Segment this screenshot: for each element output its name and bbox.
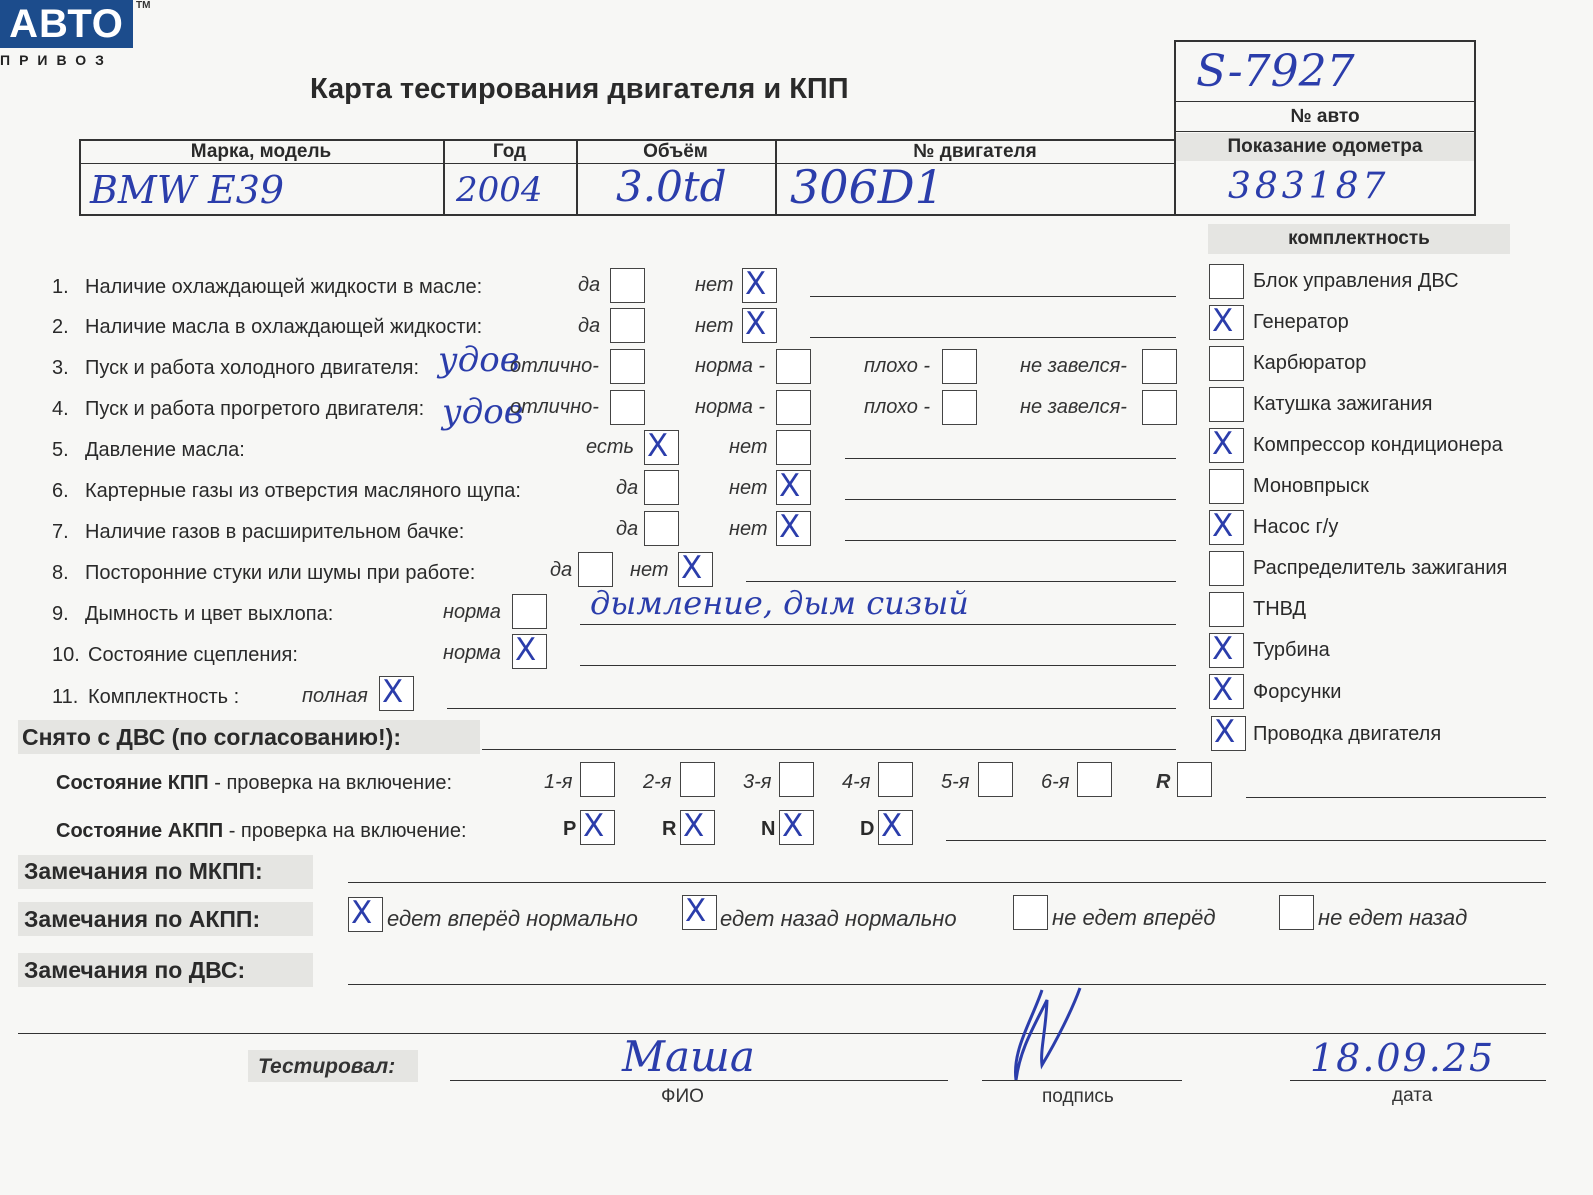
check-mark: X bbox=[745, 306, 767, 342]
q10-number: 10. bbox=[52, 644, 80, 666]
akpp-forward-ok-checkbox[interactable] bbox=[348, 897, 383, 932]
q5-no-checkbox[interactable] bbox=[776, 430, 811, 465]
comp-checkbox-12[interactable] bbox=[1211, 716, 1246, 751]
check-mark: X bbox=[681, 550, 703, 586]
q8-no-checkbox[interactable] bbox=[678, 552, 713, 587]
kpp-label-bold: Состояние КПП bbox=[56, 772, 209, 794]
q5-yes-label: есть bbox=[586, 436, 635, 458]
comp-item-carburetor: Карбюратор bbox=[1253, 352, 1367, 374]
akpp-label-bold: Состояние АКПП bbox=[56, 820, 224, 842]
q6-label: Картерные газы из отверстия масляного щупа: bbox=[85, 480, 521, 502]
check-mark: X bbox=[382, 674, 404, 710]
check-mark: X bbox=[685, 893, 707, 929]
q3-bad-checkbox[interactable] bbox=[942, 349, 977, 384]
check-mark: X bbox=[745, 266, 767, 302]
q9-number: 9. bbox=[52, 603, 69, 625]
q4-opt-not-started: не завелся- bbox=[1020, 396, 1127, 418]
comp-checkbox-5[interactable] bbox=[1209, 428, 1244, 463]
q5-yes-checkbox[interactable] bbox=[644, 430, 679, 465]
q11-full-label: полная bbox=[302, 685, 368, 707]
comp-item-distributor: Распределитель зажигания bbox=[1253, 557, 1508, 579]
check-mark: X bbox=[1212, 631, 1234, 667]
q4-opt-normal: норма - bbox=[695, 396, 766, 418]
year-value: 2004 bbox=[456, 170, 543, 210]
col-volume: Объём bbox=[643, 141, 708, 162]
q6-number: 6. bbox=[52, 480, 69, 502]
q2-number: 2. bbox=[52, 316, 69, 338]
akpp-mode-n: N bbox=[761, 818, 776, 840]
fio-caption: ФИО bbox=[661, 1086, 704, 1107]
kpp-gear-6-checkbox[interactable] bbox=[1077, 762, 1112, 797]
q6-no-checkbox[interactable] bbox=[776, 470, 811, 505]
col-year: Год bbox=[492, 141, 527, 162]
q8-no-label: нет bbox=[630, 559, 669, 581]
comp-item-injectors: Форсунки bbox=[1253, 681, 1342, 703]
check-mark: X bbox=[1214, 714, 1236, 750]
q2-no-label: нет bbox=[695, 315, 734, 337]
q9-norm-label: норма bbox=[443, 601, 501, 623]
q8-number: 8. bbox=[52, 562, 69, 584]
q8-label: Посторонние стуки или шумы при работе: bbox=[85, 562, 476, 584]
kpp-gear-5: 5-я bbox=[941, 771, 970, 793]
check-mark: X bbox=[1212, 508, 1234, 544]
logo-tm: TM bbox=[136, 0, 151, 11]
comp-item-ps-pump: Насос г/у bbox=[1253, 516, 1339, 538]
q9-norm-checkbox[interactable] bbox=[512, 594, 547, 629]
check-mark: X bbox=[583, 808, 605, 844]
removed-label: Снято с ДВС (по согласованию!): bbox=[22, 724, 401, 750]
comp-item-generator: Генератор bbox=[1253, 311, 1349, 333]
q3-opt-bad: плохо - bbox=[864, 355, 931, 377]
q5-no-label: нет bbox=[729, 436, 768, 458]
odometer-label: Показание одометра bbox=[1227, 136, 1423, 157]
completeness-title: комплектность bbox=[1288, 228, 1430, 249]
q4-excellent-checkbox[interactable] bbox=[610, 390, 645, 425]
page-title: Карта тестирования двигателя и КПП bbox=[310, 73, 849, 105]
akpp-no-reverse-checkbox[interactable] bbox=[1279, 895, 1314, 930]
q4-normal-checkbox[interactable] bbox=[776, 390, 811, 425]
q10-label: Состояние сцепления: bbox=[88, 644, 298, 666]
akpp-mode-p: P bbox=[563, 818, 577, 840]
comp-item-ac-compressor: Компрессор кондиционера bbox=[1253, 434, 1503, 456]
q4-number: 4. bbox=[52, 398, 69, 420]
akpp-mode-d: D bbox=[860, 818, 875, 840]
car-number-value: S-7927 bbox=[1196, 46, 1355, 97]
notes-akpp-label: Замечания по АКПП: bbox=[24, 906, 261, 932]
q6-no-label: нет bbox=[729, 477, 768, 499]
comp-checkbox-4[interactable] bbox=[1209, 387, 1244, 422]
q3-opt-not-started: не завелся- bbox=[1020, 355, 1127, 377]
kpp-gear-3-checkbox[interactable] bbox=[779, 762, 814, 797]
check-mark: X bbox=[683, 808, 705, 844]
kpp-label-rest: - проверка на включение: bbox=[208, 772, 453, 794]
q3-handwritten: удов bbox=[438, 340, 520, 380]
akpp-no-forward-checkbox[interactable] bbox=[1013, 895, 1048, 930]
akpp-no-reverse-label: не едет назад bbox=[1318, 905, 1468, 930]
kpp-gear-1: 1-я bbox=[544, 771, 573, 793]
comp-checkbox-8[interactable] bbox=[1209, 551, 1244, 586]
q9-handwritten: дымление, дым сизый bbox=[590, 584, 969, 622]
q7-number: 7. bbox=[52, 521, 69, 543]
logo: АВТО bbox=[0, 0, 133, 48]
engine-no-value: 306D1 bbox=[790, 160, 944, 214]
q11-label: Комплектность : bbox=[88, 686, 240, 708]
check-mark: X bbox=[881, 808, 903, 844]
q6-yes-label: да bbox=[616, 477, 639, 499]
akpp-label bbox=[56, 820, 467, 843]
kpp-label bbox=[56, 772, 452, 795]
akpp-d-checkbox[interactable] bbox=[878, 810, 913, 845]
kpp-gear-4: 4-я bbox=[842, 771, 871, 793]
comp-item-injection-pump: ТНВД bbox=[1253, 598, 1307, 620]
check-mark: X bbox=[515, 632, 537, 668]
kpp-gear-4-checkbox[interactable] bbox=[878, 762, 913, 797]
tested-label: Тестировал: bbox=[258, 1055, 396, 1078]
comp-checkbox-9[interactable] bbox=[1209, 592, 1244, 627]
check-mark: X bbox=[1212, 426, 1234, 462]
q7-yes-label: да bbox=[616, 518, 639, 540]
check-mark: X bbox=[351, 895, 373, 931]
akpp-reverse-ok-label: едет назад нормально bbox=[720, 906, 957, 931]
q4-handwritten: удов bbox=[442, 392, 524, 432]
akpp-p-checkbox[interactable] bbox=[580, 810, 615, 845]
check-mark: X bbox=[1212, 303, 1234, 339]
q4-not-started-checkbox[interactable] bbox=[1142, 390, 1177, 425]
comp-item-monoinjection: Моновпрыск bbox=[1253, 475, 1369, 497]
check-mark: X bbox=[779, 468, 801, 504]
q2-yes-label: да bbox=[578, 315, 601, 337]
date-caption: дата bbox=[1392, 1085, 1433, 1106]
q7-label: Наличие газов в расширительном бачке: bbox=[85, 521, 465, 543]
notes-dvs-label: Замечания по ДВС: bbox=[24, 957, 246, 983]
q2-label: Наличие масла в охлаждающей жидкости: bbox=[85, 316, 483, 338]
q7-no-checkbox[interactable] bbox=[776, 511, 811, 546]
akpp-label-rest: - проверка на включение: bbox=[223, 820, 467, 842]
comp-checkbox-6[interactable] bbox=[1209, 469, 1244, 504]
comp-checkbox-2[interactable] bbox=[1209, 305, 1244, 340]
q11-number: 11. bbox=[52, 686, 79, 708]
q9-label: Дымность и цвет выхлопа: bbox=[85, 603, 334, 625]
comp-item-ignition-coil: Катушка зажигания bbox=[1253, 393, 1433, 415]
logo-subtitle: ПРИВОЗ bbox=[0, 52, 113, 68]
q3-excellent-checkbox[interactable] bbox=[610, 349, 645, 384]
q5-number: 5. bbox=[52, 439, 69, 461]
q8-yes-checkbox[interactable] bbox=[578, 552, 613, 587]
odometer-value: 383187 bbox=[1228, 166, 1390, 207]
q10-norm-label: норма bbox=[443, 642, 501, 664]
comp-checkbox-7[interactable] bbox=[1209, 510, 1244, 545]
q4-opt-bad: плохо - bbox=[864, 396, 931, 418]
kpp-gear-2-checkbox[interactable] bbox=[680, 762, 715, 797]
q5-label: Давление масла: bbox=[85, 439, 245, 461]
q4-bad-checkbox[interactable] bbox=[942, 390, 977, 425]
q3-label: Пуск и работа холодного двигателя: bbox=[85, 357, 420, 379]
kpp-gear-r-checkbox[interactable] bbox=[1177, 762, 1212, 797]
comp-checkbox-1[interactable] bbox=[1209, 264, 1244, 299]
signature-caption: подпись bbox=[1042, 1086, 1114, 1107]
q1-label: Наличие охлаждающей жидкости в масле: bbox=[85, 276, 483, 298]
comp-checkbox-10[interactable] bbox=[1209, 633, 1244, 668]
q3-opt-normal: норма - bbox=[695, 355, 766, 377]
q4-label: Пуск и работа прогретого двигателя: bbox=[85, 398, 425, 420]
kpp-gear-6: 6-я bbox=[1041, 771, 1070, 793]
comp-checkbox-3[interactable] bbox=[1209, 346, 1244, 381]
akpp-n-checkbox[interactable] bbox=[779, 810, 814, 845]
q1-yes-label: да bbox=[578, 274, 601, 296]
check-mark: X bbox=[779, 509, 801, 545]
q4-opt-excellent: отлично- bbox=[510, 396, 599, 418]
kpp-gear-5-checkbox[interactable] bbox=[978, 762, 1013, 797]
check-mark: X bbox=[782, 808, 804, 844]
q7-yes-checkbox[interactable] bbox=[644, 511, 679, 546]
kpp-gear-3: 3-я bbox=[743, 771, 772, 793]
q1-no-label: нет bbox=[695, 274, 734, 296]
akpp-no-forward-label: не едет вперёд bbox=[1052, 905, 1216, 930]
akpp-reverse-ok-checkbox[interactable] bbox=[682, 895, 717, 930]
q1-no-checkbox[interactable] bbox=[742, 268, 777, 303]
notes-mkpp-label: Замечания по МКПП: bbox=[24, 858, 263, 884]
col-engine-no: № двигателя bbox=[913, 141, 1037, 162]
q7-no-label: нет bbox=[729, 518, 768, 540]
q3-not-started-checkbox[interactable] bbox=[1142, 349, 1177, 384]
q1-yes-checkbox[interactable] bbox=[610, 268, 645, 303]
signature-mark bbox=[1002, 980, 1092, 1090]
col-make: Марка, модель bbox=[190, 141, 332, 162]
q2-yes-checkbox[interactable] bbox=[610, 308, 645, 343]
q3-number: 3. bbox=[52, 357, 69, 379]
test-date: 18.09.25 bbox=[1310, 1036, 1496, 1080]
volume-value: 3.0td bbox=[616, 162, 727, 211]
comp-checkbox-11[interactable] bbox=[1209, 674, 1244, 709]
q6-yes-checkbox[interactable] bbox=[644, 470, 679, 505]
tester-name: Маша bbox=[622, 1032, 755, 1081]
q11-full-checkbox[interactable] bbox=[379, 676, 414, 711]
akpp-mode-r: R bbox=[662, 818, 677, 840]
q1-number: 1. bbox=[52, 276, 69, 298]
kpp-gear-1-checkbox[interactable] bbox=[580, 762, 615, 797]
q8-yes-label: да bbox=[550, 559, 573, 581]
akpp-r-checkbox[interactable] bbox=[680, 810, 715, 845]
q10-norm-checkbox[interactable] bbox=[512, 634, 547, 669]
comp-item-wiring: Проводка двигателя bbox=[1253, 723, 1442, 745]
q3-normal-checkbox[interactable] bbox=[776, 349, 811, 384]
check-mark: X bbox=[647, 428, 669, 464]
car-number-label: № авто bbox=[1290, 106, 1360, 127]
q3-opt-excellent: отлично- bbox=[510, 355, 599, 377]
q2-no-checkbox[interactable] bbox=[742, 308, 777, 343]
comp-item-ecu: Блок управления ДВС bbox=[1253, 270, 1459, 292]
comp-item-turbo: Турбина bbox=[1253, 639, 1330, 661]
kpp-gear-r: R bbox=[1156, 771, 1171, 793]
akpp-forward-ok-label: едет вперёд нормально bbox=[387, 906, 638, 931]
check-mark: X bbox=[1212, 672, 1234, 708]
make-value: BMW E39 bbox=[90, 168, 285, 212]
kpp-gear-2: 2-я bbox=[643, 771, 672, 793]
